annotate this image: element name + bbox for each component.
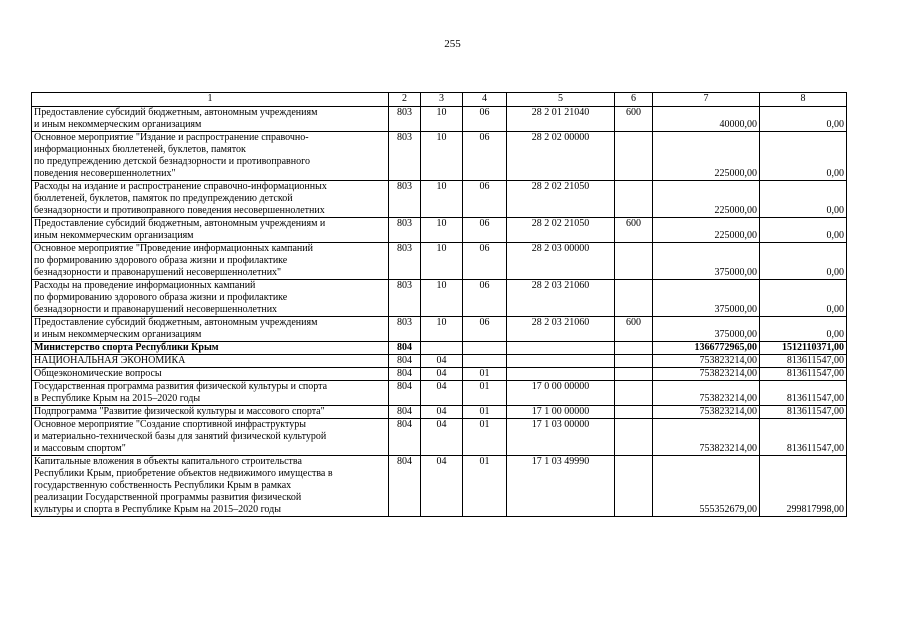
column-header: 3 — [421, 93, 463, 107]
target-article-cell — [507, 355, 615, 368]
subsection-code-cell: 01 — [463, 456, 507, 517]
amount-year1-cell: 375000,00 — [653, 317, 760, 342]
target-article-cell: 28 2 03 00000 — [507, 243, 615, 280]
expense-type-cell — [615, 181, 653, 218]
amount-year2-cell: 0,00 — [760, 218, 847, 243]
expense-type-cell — [615, 406, 653, 419]
column-header: 1 — [32, 93, 389, 107]
subsection-code-cell: 06 — [463, 317, 507, 342]
subsection-code-cell — [463, 342, 507, 355]
target-article-cell: 17 0 00 00000 — [507, 381, 615, 406]
ministry-code-cell: 803 — [389, 218, 421, 243]
amount-year1-cell: 555352679,00 — [653, 456, 760, 517]
expense-type-cell: 600 — [615, 218, 653, 243]
ministry-code-cell: 804 — [389, 419, 421, 456]
section-code-cell: 10 — [421, 132, 463, 181]
amount-year1-cell: 40000,00 — [653, 107, 760, 132]
table-row — [32, 243, 847, 280]
target-article-cell: 17 1 00 00000 — [507, 406, 615, 419]
subsection-code-cell: 06 — [463, 132, 507, 181]
row-name-cell: Подпрограмма "Развитие физической культуры и массового спорта" — [32, 406, 389, 419]
amount-year1-cell: 225000,00 — [653, 218, 760, 243]
table-row — [32, 456, 847, 517]
row-name-cell: Предоставление субсидий бюджетным, автономным учреждениям и иным некоммерческим организациям — [32, 317, 389, 342]
expense-type-cell — [615, 381, 653, 406]
subsection-code-cell: 06 — [463, 107, 507, 132]
table-row — [32, 317, 847, 342]
amount-year2-cell: 813611547,00 — [760, 368, 847, 381]
row-name-cell: Основное мероприятие "Создание спортивной инфраструктуры и материально-технической базы для занятий физической культурой и массовым спортом" — [32, 419, 389, 456]
ministry-code-cell: 803 — [389, 317, 421, 342]
target-article-cell: 28 2 03 21060 — [507, 317, 615, 342]
table-row — [32, 342, 847, 355]
column-header: 4 — [463, 93, 507, 107]
table-row — [32, 419, 847, 456]
section-code-cell: 04 — [421, 381, 463, 406]
row-name-cell: НАЦИОНАЛЬНАЯ ЭКОНОМИКА — [32, 355, 389, 368]
ministry-code-cell: 803 — [389, 243, 421, 280]
amount-year2-cell: 0,00 — [760, 317, 847, 342]
target-article-cell — [507, 342, 615, 355]
row-name-cell: Расходы на проведение информационных кампаний по формированию здорового образа жизни и профилактике безнадзорности и правонарушений несовершеннолетних — [32, 280, 389, 317]
expense-type-cell: 600 — [615, 107, 653, 132]
section-code-cell: 10 — [421, 218, 463, 243]
ministry-code-cell: 804 — [389, 456, 421, 517]
amount-year1-cell: 225000,00 — [653, 181, 760, 218]
subsection-code-cell: 06 — [463, 280, 507, 317]
table-row — [32, 181, 847, 218]
expense-type-cell: 600 — [615, 317, 653, 342]
row-name-cell: Основное мероприятие "Проведение информационных кампаний по формированию здорового образа жизни и профилактике безнадзорности и правонарушений несовершеннолетних" — [32, 243, 389, 280]
subsection-code-cell: 01 — [463, 406, 507, 419]
row-name-cell: Расходы на издание и распространение справочно-информационных бюллетеней, буклетов, памяток по предупреждению детской безнадзорности и противоправного поведения несовершеннолетних — [32, 181, 389, 218]
expense-type-cell — [615, 132, 653, 181]
target-article-cell: 28 2 02 21050 — [507, 218, 615, 243]
section-code-cell: 04 — [421, 456, 463, 517]
amount-year1-cell: 753823214,00 — [653, 406, 760, 419]
amount-year2-cell: 299817998,00 — [760, 456, 847, 517]
ministry-code-cell: 803 — [389, 107, 421, 132]
target-article-cell: 28 2 03 21060 — [507, 280, 615, 317]
target-article-cell: 28 2 02 00000 — [507, 132, 615, 181]
ministry-code-cell: 804 — [389, 406, 421, 419]
row-name-cell: Министерство спорта Республики Крым — [32, 342, 389, 355]
section-code-cell: 04 — [421, 419, 463, 456]
section-code-cell: 04 — [421, 368, 463, 381]
expense-type-cell — [615, 280, 653, 317]
amount-year2-cell: 0,00 — [760, 243, 847, 280]
section-code-cell: 10 — [421, 317, 463, 342]
section-code-cell: 10 — [421, 181, 463, 218]
amount-year2-cell: 813611547,00 — [760, 381, 847, 406]
section-code-cell: 10 — [421, 107, 463, 132]
amount-year1-cell: 375000,00 — [653, 243, 760, 280]
subsection-code-cell: 06 — [463, 218, 507, 243]
amount-year2-cell: 0,00 — [760, 132, 847, 181]
budget-table — [31, 92, 847, 517]
section-code-cell: 04 — [421, 355, 463, 368]
target-article-cell: 17 1 03 00000 — [507, 419, 615, 456]
ministry-code-cell: 804 — [389, 381, 421, 406]
row-name-cell: Предоставление субсидий бюджетным, автономным учреждениям и иным некоммерческим организациям — [32, 218, 389, 243]
target-article-cell: 28 2 02 21050 — [507, 181, 615, 218]
ministry-code-cell: 804 — [389, 355, 421, 368]
target-article-cell: 17 1 03 49990 — [507, 456, 615, 517]
expense-type-cell — [615, 456, 653, 517]
amount-year1-cell: 753823214,00 — [653, 419, 760, 456]
ministry-code-cell: 803 — [389, 181, 421, 218]
table-row — [32, 132, 847, 181]
subsection-code-cell: 06 — [463, 181, 507, 218]
ministry-code-cell: 804 — [389, 342, 421, 355]
amount-year2-cell: 0,00 — [760, 107, 847, 132]
amount-year2-cell: 813611547,00 — [760, 419, 847, 456]
column-header: 8 — [760, 93, 847, 107]
table-row — [32, 406, 847, 419]
table-row — [32, 107, 847, 132]
column-header: 7 — [653, 93, 760, 107]
row-name-cell: Капитальные вложения в объекты капитального строительства Республики Крым, приобретение объектов недвижимого имущества в государственную собственность Республики Крым в рамках реализации Государственной программы развития физической культуры и спорта в Республике Крым на 2015–2020 годы — [32, 456, 389, 517]
ministry-code-cell: 804 — [389, 368, 421, 381]
amount-year2-cell: 0,00 — [760, 181, 847, 218]
amount-year2-cell: 813611547,00 — [760, 355, 847, 368]
row-name-cell: Общеэкономические вопросы — [32, 368, 389, 381]
amount-year1-cell: 753823214,00 — [653, 381, 760, 406]
section-code-cell: 10 — [421, 280, 463, 317]
column-header: 6 — [615, 93, 653, 107]
subsection-code-cell — [463, 355, 507, 368]
row-name-cell: Предоставление субсидий бюджетным, автономным учреждениям и иным некоммерческим организациям — [32, 107, 389, 132]
column-header: 2 — [389, 93, 421, 107]
page-number: 255 — [444, 38, 461, 50]
table-row — [32, 368, 847, 381]
amount-year1-cell: 753823214,00 — [653, 355, 760, 368]
table-row — [32, 280, 847, 317]
ministry-code-cell: 803 — [389, 132, 421, 181]
amount-year2-cell: 1512110371,00 — [760, 342, 847, 355]
subsection-code-cell: 06 — [463, 243, 507, 280]
ministry-code-cell: 803 — [389, 280, 421, 317]
amount-year1-cell: 753823214,00 — [653, 368, 760, 381]
section-code-cell: 04 — [421, 406, 463, 419]
expense-type-cell — [615, 342, 653, 355]
target-article-cell — [507, 368, 615, 381]
target-article-cell: 28 2 01 21040 — [507, 107, 615, 132]
amount-year1-cell: 375000,00 — [653, 280, 760, 317]
subsection-code-cell: 01 — [463, 368, 507, 381]
table-row — [32, 355, 847, 368]
amount-year1-cell: 225000,00 — [653, 132, 760, 181]
table-row — [32, 381, 847, 406]
subsection-code-cell: 01 — [463, 419, 507, 456]
section-code-cell: 10 — [421, 243, 463, 280]
expense-type-cell — [615, 355, 653, 368]
row-name-cell: Государственная программа развития физической культуры и спорта в Республике Крым на 2015–2020 годы — [32, 381, 389, 406]
table-row — [32, 218, 847, 243]
amount-year2-cell: 0,00 — [760, 280, 847, 317]
expense-type-cell — [615, 368, 653, 381]
section-code-cell — [421, 342, 463, 355]
amount-year2-cell: 813611547,00 — [760, 406, 847, 419]
table-header-row — [32, 93, 847, 107]
expense-type-cell — [615, 419, 653, 456]
expense-type-cell — [615, 243, 653, 280]
column-header: 5 — [507, 93, 615, 107]
subsection-code-cell: 01 — [463, 381, 507, 406]
amount-year1-cell: 1366772965,00 — [653, 342, 760, 355]
row-name-cell: Основное мероприятие "Издание и распространение справочно- информационных бюллетеней, буклетов, памяток по предупреждению детской безнадзорности и противоправного поведения несовершеннолетних" — [32, 132, 389, 181]
